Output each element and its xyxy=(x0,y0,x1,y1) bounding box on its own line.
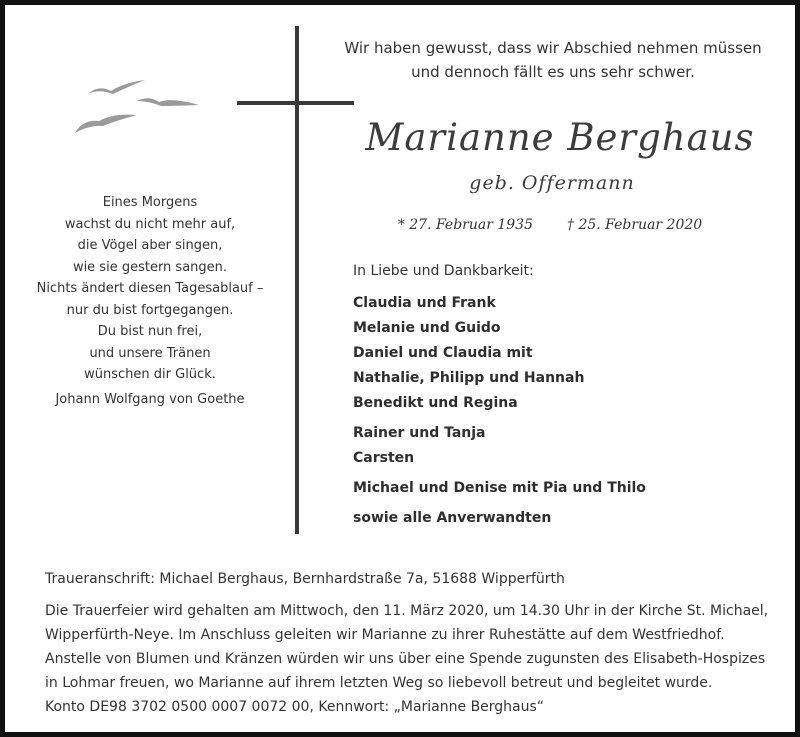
birth-date: * 27. Februar 1935 xyxy=(397,217,533,233)
mourners-list xyxy=(353,295,646,535)
list-item: Claudia und Frank xyxy=(353,295,496,311)
poem-line: und unsere Tränen xyxy=(89,345,211,361)
poem-line: wünschen dir Glück. xyxy=(84,367,216,382)
footer-line: in Lohmar freuen, wo Marianne auf ihrem letzten Weg so liebevoll betreut und begleitet wurde. xyxy=(45,675,713,691)
poem-line: Du bist nun frei, xyxy=(97,324,203,339)
maiden-name: geb. Offermann xyxy=(469,172,635,194)
deceased-name: Marianne Berghaus xyxy=(365,116,755,159)
list-item: Benedikt und Regina xyxy=(353,395,518,411)
list-item: sowie alle Anverwandten xyxy=(353,510,552,526)
quote-line-1: Wir haben gewusst, dass wir Abschied nehmen müssen xyxy=(344,39,762,57)
list-item: Nathalie, Philipp und Hannah xyxy=(353,370,585,386)
birds-icon xyxy=(71,75,211,139)
footer-line: Die Trauerfeier wird gehalten am Mittwoch, den 11. März 2020, um 14.30 Uhr in der Kirche St. Michael, xyxy=(45,603,769,619)
poem-line: wachst du nicht mehr auf, xyxy=(64,216,236,232)
mourning-address: Traueranschrift: Michael Berghaus, Bernhardstraße 7a, 51688 Wipperfürth xyxy=(45,571,565,587)
life-dates xyxy=(305,217,795,233)
quote-line-2: und dennoch fällt es uns sehr schwer. xyxy=(411,63,695,81)
mourners-intro: In Liebe und Dankbarkeit: xyxy=(353,263,534,279)
list-item: Daniel und Claudia mit xyxy=(353,345,533,361)
poem-line: die Vögel aber singen, xyxy=(77,238,223,253)
poem-line: Nichts ändert diesen Tagesablauf – xyxy=(36,281,264,296)
poem-line: Eines Morgens xyxy=(102,195,198,210)
list-item: Melanie und Guido xyxy=(353,320,501,336)
poem-line: nur du bist fortgegangen. xyxy=(66,302,234,318)
list-item: Michael und Denise mit Pia und Thilo xyxy=(353,480,646,496)
cross-vertical-bar xyxy=(295,26,299,534)
bank-account: Konto DE98 3702 0500 0007 0072 00, Kennwort: „Marianne Berghaus“ xyxy=(45,699,545,715)
poem xyxy=(25,192,275,386)
footer-line: Wipperfürth-Neye. Im Anschluss geleiten wir Marianne zu ihrer Ruhestätte auf dem Westfriedhof. xyxy=(45,627,725,643)
opening-quote xyxy=(305,36,800,84)
death-date: † 25. Februar 2020 xyxy=(567,217,703,233)
list-item: Carsten xyxy=(353,450,415,466)
poem-author: Johann Wolfgang von Goethe xyxy=(55,392,245,407)
list-item: Rainer und Tanja xyxy=(353,425,486,441)
poem-line: wie sie gestern sangen. xyxy=(72,259,228,275)
footer-line: Anstelle von Blumen und Kränzen würden wir uns über eine Spende zugunsten des Elisabeth-Hospizes xyxy=(45,651,766,667)
